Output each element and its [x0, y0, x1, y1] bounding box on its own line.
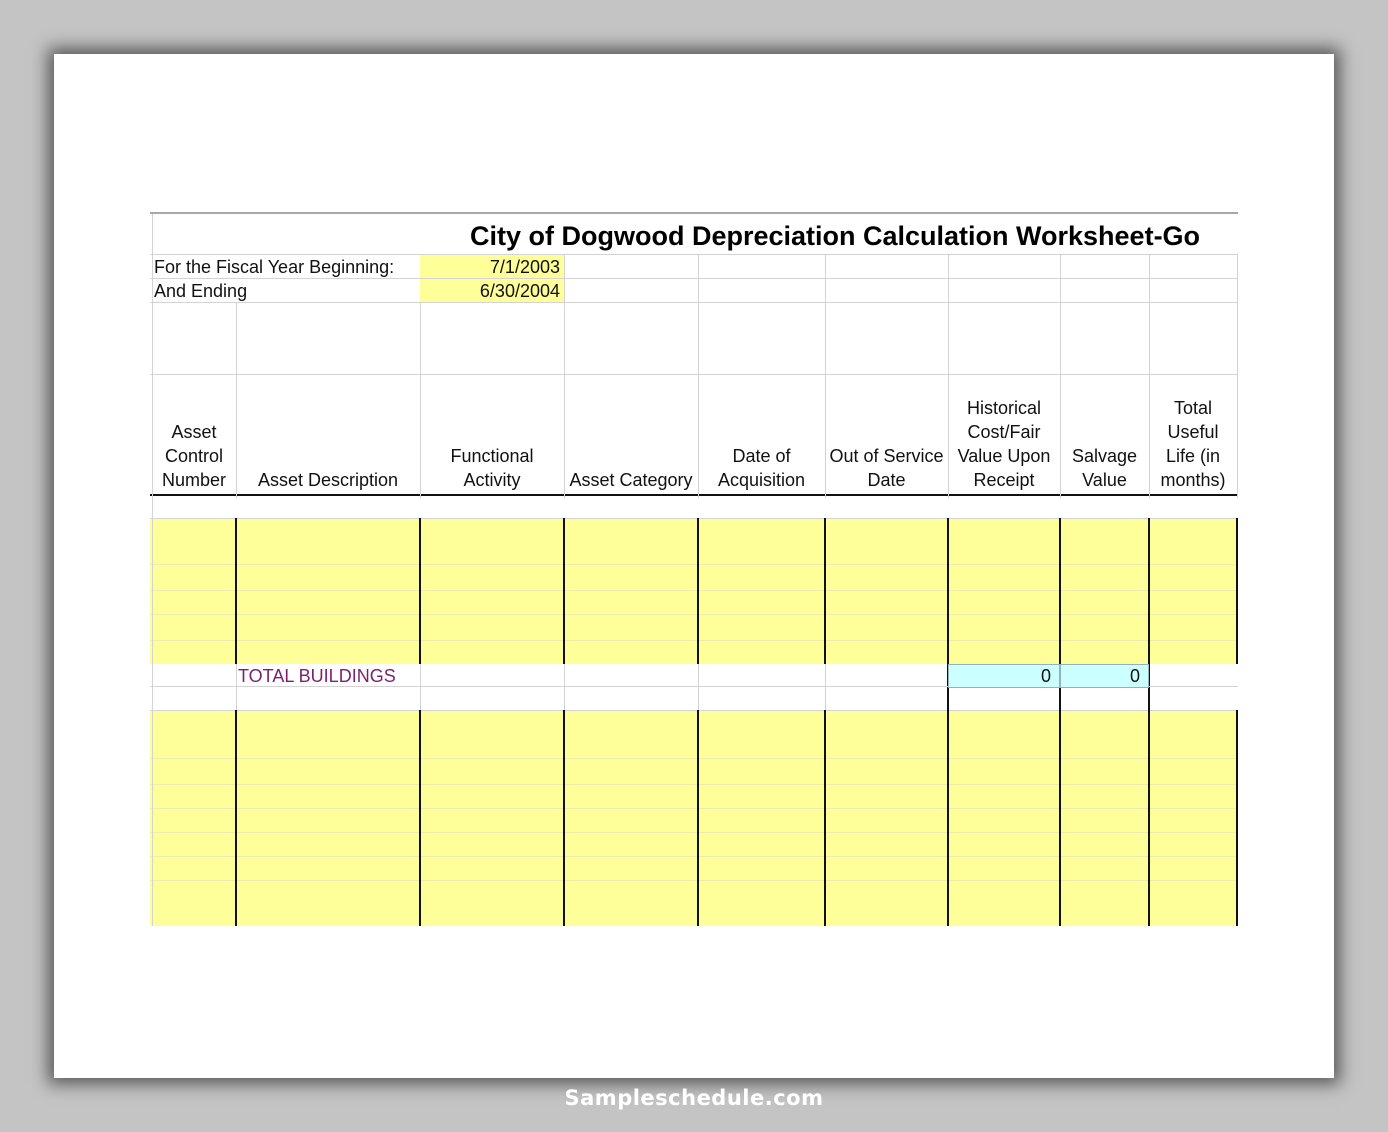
gridline: [1237, 254, 1238, 498]
col-header-asset-control-number: Asset Control Number: [161, 422, 227, 490]
gridline: [150, 880, 1238, 881]
column-border: [419, 518, 421, 926]
column-border: [1059, 518, 1061, 926]
gridline: [698, 664, 699, 710]
watermark-text: Sampleschedule.com: [564, 1086, 824, 1110]
column-border: [1236, 518, 1238, 926]
gridline: [236, 664, 237, 710]
total-salvage-value-cell[interactable]: 0: [1060, 664, 1149, 688]
buildings-input-band: [150, 518, 1238, 664]
col-header-asset-description: Asset Description: [257, 470, 399, 490]
header-bottom-border: [150, 494, 1238, 496]
col-header-functional-activity: Functional Activity: [450, 446, 534, 490]
worksheet-title: City of Dogwood Depreciation Calculation Worksheet-Go: [470, 221, 1201, 251]
next-section-input-band: [150, 710, 1238, 926]
gridline: [150, 564, 1238, 565]
gridline: [150, 640, 1238, 641]
fiscal-end-value[interactable]: 6/30/2004: [479, 281, 560, 301]
gridline: [152, 214, 153, 926]
col-header-total-useful-life: Total Useful Life (in months): [1160, 398, 1226, 490]
total-historical-cost-cell[interactable]: 0: [948, 664, 1060, 688]
gridline: [564, 664, 565, 710]
gridline: [150, 856, 1238, 857]
total-buildings-label: TOTAL BUILDINGS: [238, 666, 396, 686]
fiscal-begin-label: For the Fiscal Year Beginning:: [154, 257, 395, 277]
gridline: [150, 784, 1238, 785]
gridline: [150, 758, 1238, 759]
col-header-historical-cost: Historical Cost/Fair Value Upon Receipt: [957, 398, 1051, 490]
gridline: [150, 808, 1238, 809]
gridline: [150, 710, 1238, 711]
column-border: [1148, 518, 1150, 926]
fiscal-end-label: And Ending: [154, 281, 248, 301]
gridline: [825, 664, 826, 710]
column-border: [947, 518, 949, 926]
spreadsheet: [150, 212, 1238, 926]
gridline: [150, 614, 1238, 615]
fiscal-begin-value[interactable]: 7/1/2003: [489, 257, 560, 277]
column-border: [235, 518, 237, 926]
gridline: [420, 664, 421, 710]
column-border: [563, 518, 565, 926]
document-page: [54, 54, 1334, 1078]
col-header-salvage-value: Salvage Value: [1071, 446, 1138, 490]
gridline: [150, 302, 1238, 303]
col-header-out-of-service-date: Out of Service Date: [829, 446, 944, 490]
column-border: [824, 518, 826, 926]
gridline: [150, 518, 1238, 519]
column-border: [697, 518, 699, 926]
gridline: [150, 832, 1238, 833]
col-header-date-of-acquisition: Date of Acquisition: [717, 446, 806, 490]
col-header-asset-category: Asset Category: [569, 470, 693, 490]
gridline: [150, 590, 1238, 591]
